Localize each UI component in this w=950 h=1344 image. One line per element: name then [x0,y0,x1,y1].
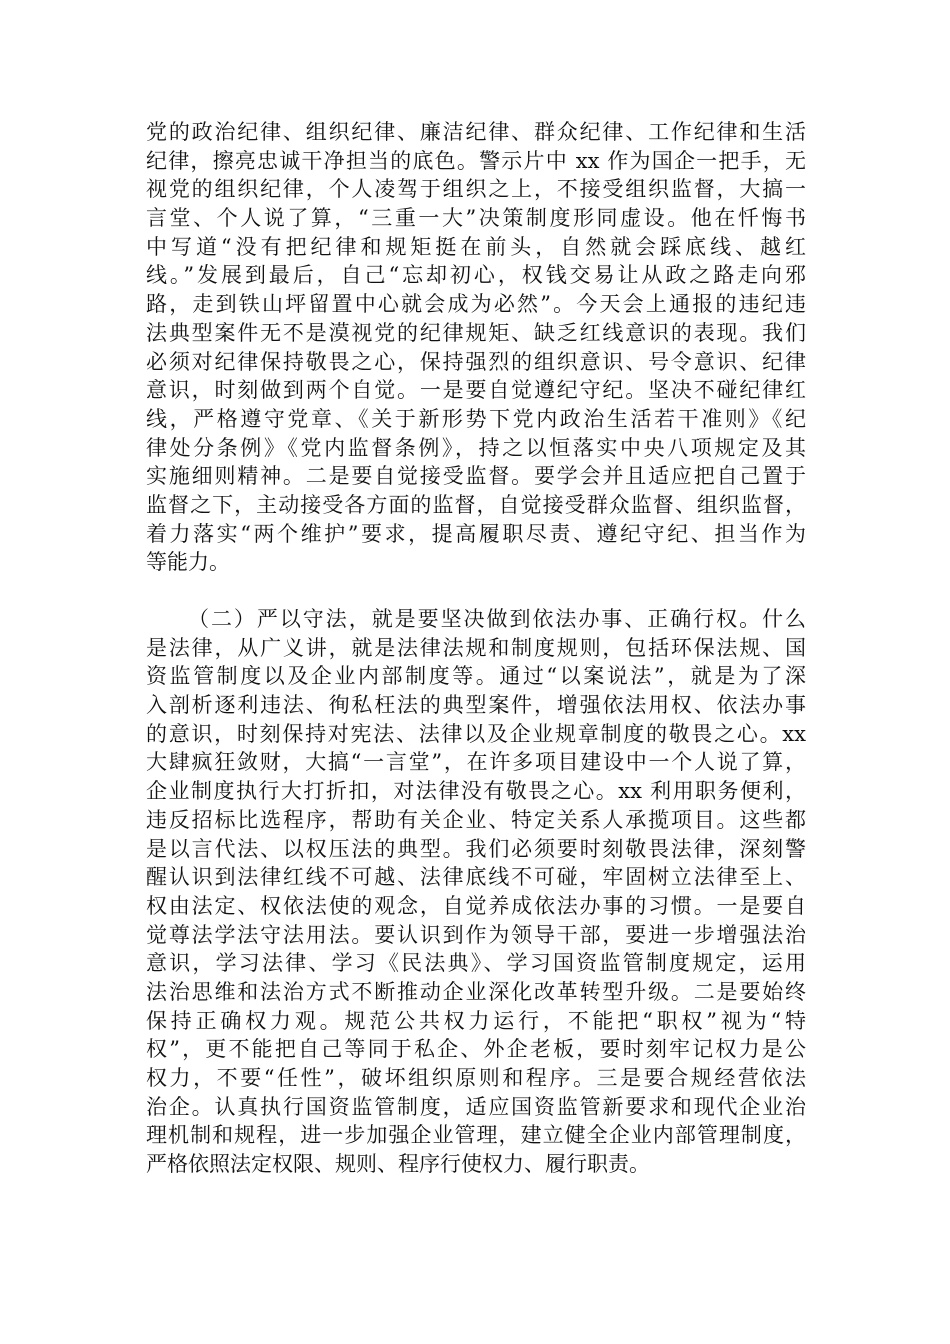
text-line: 醒认识到法律红线不可越、法律底线不可碰，牢固树立法律至上、 [146,865,806,890]
text-line: 言堂、个人说了算，“三重一大”决策制度形同虚设。他在忏悔书 [146,206,806,231]
text-line: 企业制度执行大打折扣，对法律没有敬畏之心。xx 利用职务便利， [146,779,806,804]
text-line: 理机制和规程，进一步加强企业管理，建立健全企业内部管理制度， [146,1123,806,1148]
paragraph-discipline [146,118,806,577]
text-line: （二）严以守法，就是要坚决做到依法办事、正确行权。什么 [188,607,806,631]
text-line: 违反招标比选程序，帮助有关企业、特定关系人承揽项目。这些都 [146,807,806,832]
text-line: 资监管制度以及企业内部制度等。通过“以案说法”，就是为了深 [146,664,806,689]
text-line: 监督之下，主动接受各方面的监督，自觉接受群众监督、组织监督， [146,492,806,517]
text-line: 治企。认真执行国资监管制度，适应国资监管新要求和现代企业治 [146,1094,806,1119]
text-line: 视党的组织纪律，个人凌驾于组织之上，不接受组织监督，大搞一 [146,177,806,202]
paragraph-gap [146,577,806,605]
text-line: 党的政治纪律、组织纪律、廉洁纪律、群众纪律、工作纪律和生活 [146,120,806,144]
text-line: 纪律，擦亮忠诚干净担当的底色。警示片中 xx 作为国企一把手，无 [146,148,806,173]
text-line: 律处分条例》《党内监督条例》，持之以恒落实中央八项规定及其 [146,435,806,460]
text-line: 意识，学习法律、学习《民法典》、学习国资监管制度规定，运用 [146,951,806,976]
text-line: 觉尊法学法守法用法。要认识到作为领导干部，要进一步增强法治 [146,922,806,947]
text-line: 是法律，从广义讲，就是法律法规和制度规则，包括环保法规、国 [146,635,806,660]
text-line: 中写道“没有把纪律和规矩挺在前头，自然就会踩底线、越红 [146,234,806,259]
text-line: 权由法定、权依法使的观念，自觉养成依法办事的习惯。一是要自 [146,893,806,918]
text-line: 的意识，时刻保持对宪法、法律以及企业规章制度的敬畏之心。xx [146,721,806,746]
text-line: 着力落实“两个维护”要求，提高履职尽责、遵纪守纪、担当作为 [146,521,806,546]
text-line: 保持正确权力观。规范公共权力运行，不能把“职权”视为“特 [146,1008,806,1033]
text-line: 路，走到铁山坪留置中心就会成为必然”。今天会上通报的违纪违 [146,292,806,317]
text-line: 等能力。 [146,550,230,575]
text-line: 权”，更不能把自己等同于私企、外企老板，要时刻牢记权力是公 [146,1037,806,1062]
text-line: 意识，时刻做到两个自觉。一是要自觉遵纪守纪。坚决不碰纪律红 [146,378,806,403]
text-line: 必须对纪律保持敬畏之心，保持强烈的组织意识、号令意识、纪律 [146,349,806,374]
text-line: 线。”发展到最后，自己“忘却初心，权钱交易让从政之路走向邪 [146,263,806,288]
text-line: 严格依照法定权限、规则、程序行使权力、履行职责。 [146,1152,650,1177]
document-page [146,118,806,1179]
paragraph-law [146,605,806,1179]
text-line: 入剖析逐利违法、徇私枉法的典型案件，增强依法用权、依法办事 [146,693,806,718]
text-line: 法治思维和法治方式不断推动企业深化改革转型升级。二是要始终 [146,979,806,1004]
text-line: 是以言代法、以权压法的典型。我们必须要时刻敬畏法律，深刻警 [146,836,806,861]
text-line: 法典型案件无不是漠视党的纪律规矩、缺乏红线意识的表现。我们 [146,320,806,345]
text-line: 权力，不要“任性”，破坏组织原则和程序。三是要合规经营依法 [146,1066,806,1090]
text-line: 线，严格遵守党章、《关于新形势下党内政治生活若干准则》《纪 [146,406,806,431]
text-line: 大肆疯狂敛财，大搞“一言堂”，在许多项目建设中一个人说了算， [146,750,806,775]
text-line: 实施细则精神。二是要自觉接受监督。要学会并且适应把自己置于 [146,464,806,489]
